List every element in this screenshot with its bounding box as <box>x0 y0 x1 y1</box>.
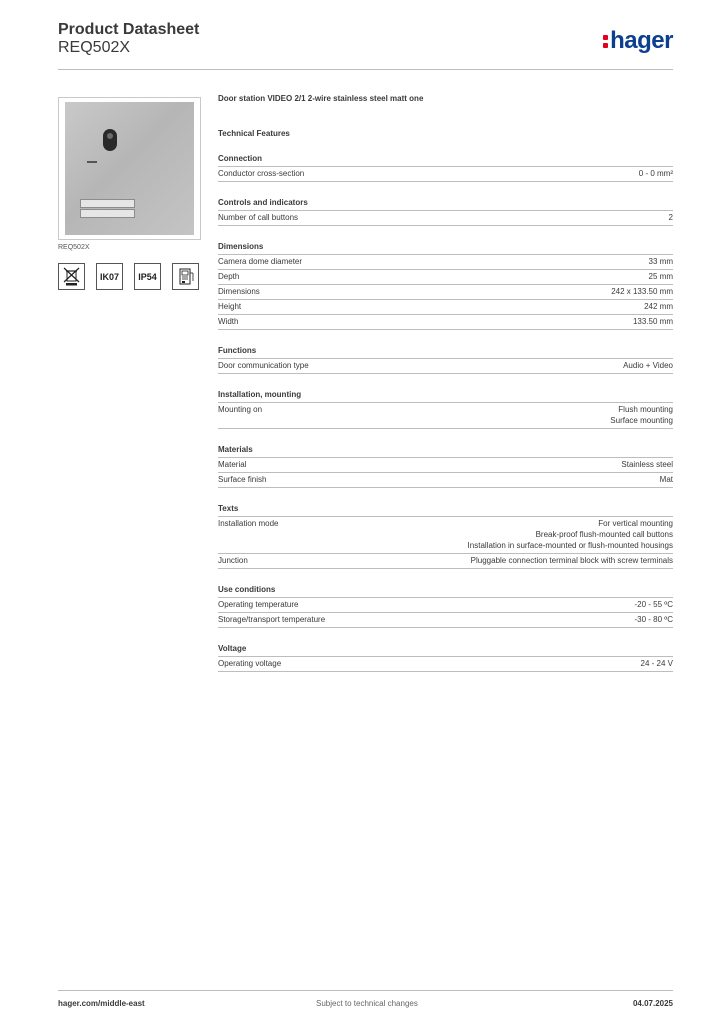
feature-value-line: 0 - 0 mm² <box>638 169 673 178</box>
feature-section <box>218 346 673 374</box>
feature-value-line: Break-proof flush-mounted call buttons <box>535 530 673 539</box>
feature-value-line: 242 mm <box>644 302 673 311</box>
feature-row <box>218 167 673 182</box>
feature-value-line: 133.50 mm <box>632 317 673 326</box>
feature-row <box>218 458 673 473</box>
technical-content <box>218 94 673 672</box>
feature-value-line: Audio + Video <box>623 361 673 370</box>
footer-notice: Subject to technical changes <box>316 999 418 1008</box>
feature-section <box>218 585 673 628</box>
feature-value <box>621 459 673 470</box>
feature-value-line: Pluggable connection terminal block with screw terminals <box>470 556 673 565</box>
feature-label: Surface finish <box>218 475 267 484</box>
footer-date: 04.07.2025 <box>632 999 673 1008</box>
feature-label: Storage/transport temperature <box>218 615 326 624</box>
feature-value-line: 2 <box>668 213 673 222</box>
feature-value <box>641 658 673 669</box>
feature-row <box>218 255 673 270</box>
feature-value-line: For vertical mounting <box>598 519 673 528</box>
feature-value-line: -30 - 80 ºC <box>634 615 673 624</box>
section-title: Texts <box>218 504 673 517</box>
image-caption: REQ502X <box>58 244 90 251</box>
feature-row <box>218 598 673 613</box>
feature-row <box>218 300 673 315</box>
product-description: Door station VIDEO 2/1 2-wire stainless steel matt one <box>218 94 424 103</box>
section-title: Installation, mounting <box>218 390 673 403</box>
feature-label: Depth <box>218 272 240 281</box>
logo-colon-mark <box>603 33 608 49</box>
feature-row <box>218 473 673 488</box>
feature-section <box>218 154 673 182</box>
feature-section <box>218 390 673 429</box>
feature-value <box>468 518 673 551</box>
feature-value <box>639 168 673 179</box>
feature-value <box>610 404 673 426</box>
feature-section <box>218 198 673 226</box>
section-title: Use conditions <box>218 585 673 598</box>
feature-label: Installation mode <box>218 519 279 528</box>
feature-value-line: 242 x 133.50 mm <box>611 287 673 296</box>
logo-text: hager <box>610 27 673 54</box>
feature-label: Mounting on <box>218 405 263 414</box>
weee-crossed-bin-icon <box>58 263 85 290</box>
feature-value-line: Surface mounting <box>610 416 673 425</box>
feature-row <box>218 285 673 300</box>
section-title: Dimensions <box>218 242 673 255</box>
hager-logo <box>603 27 673 55</box>
product-image <box>58 97 201 240</box>
appliance-symbol-icon <box>172 263 199 290</box>
feature-value <box>633 316 673 327</box>
feature-section <box>218 445 673 488</box>
feature-section <box>218 242 673 330</box>
call-button-2 <box>80 209 135 218</box>
page-title: Product Datasheet <box>58 21 200 38</box>
feature-value-line: -20 - 55 ºC <box>634 600 673 609</box>
section-title: Controls and indicators <box>218 198 673 211</box>
feature-value-line: 25 mm <box>648 272 673 281</box>
feature-row <box>218 315 673 330</box>
feature-value <box>649 271 673 282</box>
status-led <box>87 161 97 163</box>
feature-value <box>635 599 674 610</box>
header-divider <box>58 69 673 70</box>
camera-dome <box>103 129 117 151</box>
feature-value <box>649 256 673 267</box>
feature-row <box>218 657 673 672</box>
feature-row <box>218 613 673 628</box>
feature-value-line: Flush mounting <box>618 405 673 414</box>
feature-label: Junction <box>218 556 248 565</box>
feature-value <box>635 614 674 625</box>
feature-label: Dimensions <box>218 287 260 296</box>
feature-label: Camera dome diameter <box>218 257 303 266</box>
footer-divider <box>58 990 673 991</box>
feature-section <box>218 504 673 569</box>
section-title: Voltage <box>218 644 673 657</box>
feature-value-line: 33 mm <box>648 257 673 266</box>
feature-label: Width <box>218 317 239 326</box>
feature-row <box>218 403 673 429</box>
feature-row <box>218 554 673 569</box>
feature-value-line: 24 - 24 V <box>640 659 673 668</box>
door-station-panel <box>65 102 194 235</box>
section-title: Functions <box>218 346 673 359</box>
feature-row <box>218 517 673 554</box>
feature-label: Operating voltage <box>218 659 282 668</box>
feature-value-line: Mat <box>659 475 673 484</box>
feature-label: Number of call buttons <box>218 213 299 222</box>
technical-features-heading: Technical Features <box>218 129 290 138</box>
section-title: Materials <box>218 445 673 458</box>
feature-value <box>660 474 673 485</box>
feature-row <box>218 270 673 285</box>
feature-label: Material <box>218 460 247 469</box>
feature-label: Door communication type <box>218 361 309 370</box>
product-code: REQ502X <box>58 39 131 56</box>
feature-value <box>644 301 673 312</box>
feature-value <box>623 360 673 371</box>
section-title: Connection <box>218 154 673 167</box>
feature-value <box>471 555 673 566</box>
feature-sections <box>218 154 673 672</box>
feature-value-line: Installation in surface-mounted or flush-mounted housings <box>467 541 673 550</box>
ip54-badge: IP54 <box>134 263 161 290</box>
ik07-badge: IK07 <box>96 263 123 290</box>
page-header <box>58 21 673 69</box>
feature-row <box>218 211 673 226</box>
feature-section <box>218 644 673 672</box>
feature-value-line: Stainless steel <box>621 460 673 469</box>
feature-label: Height <box>218 302 242 311</box>
call-button-1 <box>80 199 135 208</box>
feature-value <box>669 212 673 223</box>
feature-label: Conductor cross-section <box>218 169 305 178</box>
feature-label: Operating temperature <box>218 600 299 609</box>
feature-row <box>218 359 673 374</box>
footer-website: hager.com/middle-east <box>58 999 145 1008</box>
feature-value <box>611 286 673 297</box>
